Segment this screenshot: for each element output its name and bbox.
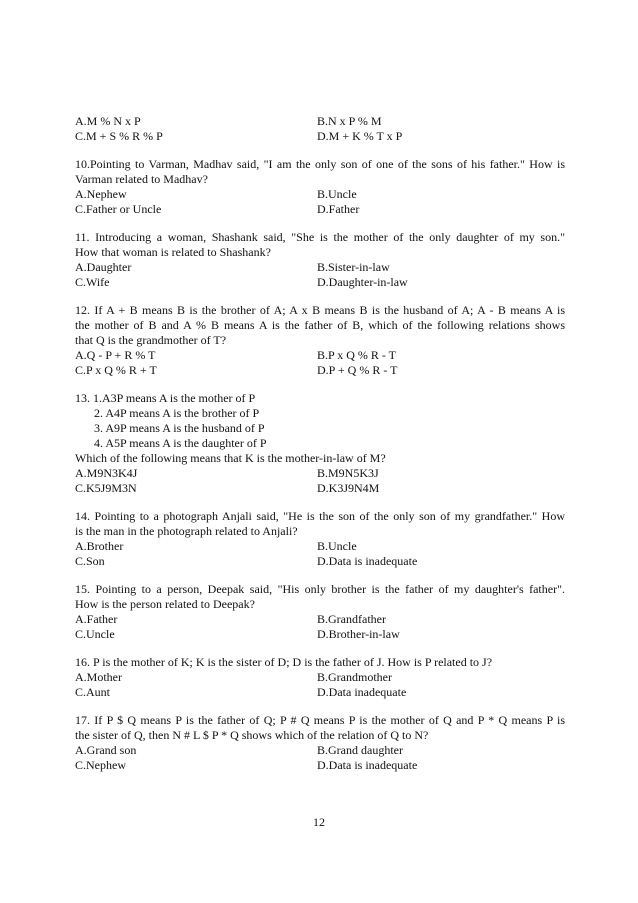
question-15-text: 15. Pointing to a person, Deepak said, "His only brother is the father of my daughter's father". [75,582,565,596]
option-a: A.Brother [75,539,124,553]
option-d: D.Father [317,202,360,216]
option-d: D.Daughter-in-law [317,275,408,289]
option-a: A.Father [75,612,118,626]
question-12-text: that Q is the grandmother of T? [75,333,227,347]
question-14-text: is the man in the photograph related to Anjali? [75,524,298,538]
question-10-text: Varman related to Madhav? [75,172,208,186]
option-b: B.Sister-in-law [317,260,390,274]
option-b: B.P x Q % R - T [317,348,397,362]
option-b: B.Uncle [317,539,357,553]
option-row [75,743,565,758]
question-17-text: 17. If P $ Q means P is the father of Q; P # Q means P is the mother of Q and P * Q means P is [75,713,565,727]
option-row [75,554,565,569]
option-a: A.Q - P + R % T [75,348,156,362]
option-row [75,539,565,554]
option-a: A.Grand son [75,743,137,757]
option-a: A.M % N x P [75,114,141,128]
option-d: D.M + K % T x P [317,129,403,143]
option-row [75,363,565,378]
question-11-text: How that woman is related to Shashank? [75,245,271,259]
question-13-text: Which of the following means that K is the mother-in-law of M? [75,451,386,465]
option-a: A.Nephew [75,187,127,201]
option-c: C.Son [75,554,105,568]
option-row [75,129,565,144]
option-c: C.K5J9M3N [75,481,137,495]
option-b: B.Grandfather [317,612,386,626]
option-a: A.M9N3K4J [75,466,138,480]
option-row [75,114,565,129]
option-row [75,260,565,275]
option-d: D.P + Q % R - T [317,363,398,377]
option-a: A.Mother [75,670,122,684]
option-b: B.M9N5K3J [317,466,379,480]
option-row [75,202,565,217]
option-c: C.Uncle [75,627,115,641]
option-row [75,612,565,627]
option-c: C.Wife [75,275,110,289]
question-17-text: the sister of Q, then N # L $ P * Q shows which of the relation of Q to N? [75,728,429,742]
option-a: A.Daughter [75,260,132,274]
option-c: C.Father or Uncle [75,202,162,216]
question-10-text: 10.Pointing to Varman, Madhav said, "I am the only son of one of the sons of his father." How is [75,157,565,171]
option-d: D.Data is inadequate [317,554,418,568]
question-13-subitem: 4. A5P means A is the daughter of P [94,436,267,450]
option-c: C.Nephew [75,758,126,772]
option-row [75,670,565,685]
question-12-text: 12. If A + B means B is the brother of A; A x B means B is the husband of A; A - B means A is [75,303,565,317]
option-row [75,685,565,700]
option-d: D.Brother-in-law [317,627,400,641]
option-c: C.M + S % R % P [75,129,163,143]
question-13-subitem: 3. A9P means A is the husband of P [94,421,265,435]
option-row [75,187,565,202]
option-b: B.Grand daughter [317,743,403,757]
question-12-text: the mother of B and A % B means A is the father of B, which of the following relations shows [75,318,565,332]
option-row [75,466,565,481]
option-row [75,275,565,290]
option-b: B.Uncle [317,187,357,201]
option-d: D.Data is inadequate [317,758,418,772]
question-14-text: 14. Pointing to a photograph Anjali said, "He is the son of the only son of my grandfather." How [75,509,565,523]
option-row [75,627,565,642]
option-b: B.Grandmother [317,670,392,684]
option-row [75,348,565,363]
question-13-subitem: 2. A4P means A is the brother of P [94,406,260,420]
page-number: 12 [313,815,325,829]
option-b: B.N x P % M [317,114,382,128]
question-11-text: 11. Introducing a woman, Shashank said, "She is the mother of the only daughter of my son." [75,230,565,244]
option-row [75,758,565,773]
question-13-text: 13. 1.A3P means A is the mother of P [75,391,256,405]
option-d: D.K3J9N4M [317,481,380,495]
question-15-text: How is the person related to Deepak? [75,597,255,611]
option-c: C.Aunt [75,685,111,699]
option-c: C.P x Q % R + T [75,363,157,377]
option-row [75,481,565,496]
question-16-text: 16. P is the mother of K; K is the sister of D; D is the father of J. How is P related to J? [75,655,493,669]
option-d: D.Data inadequate [317,685,407,699]
